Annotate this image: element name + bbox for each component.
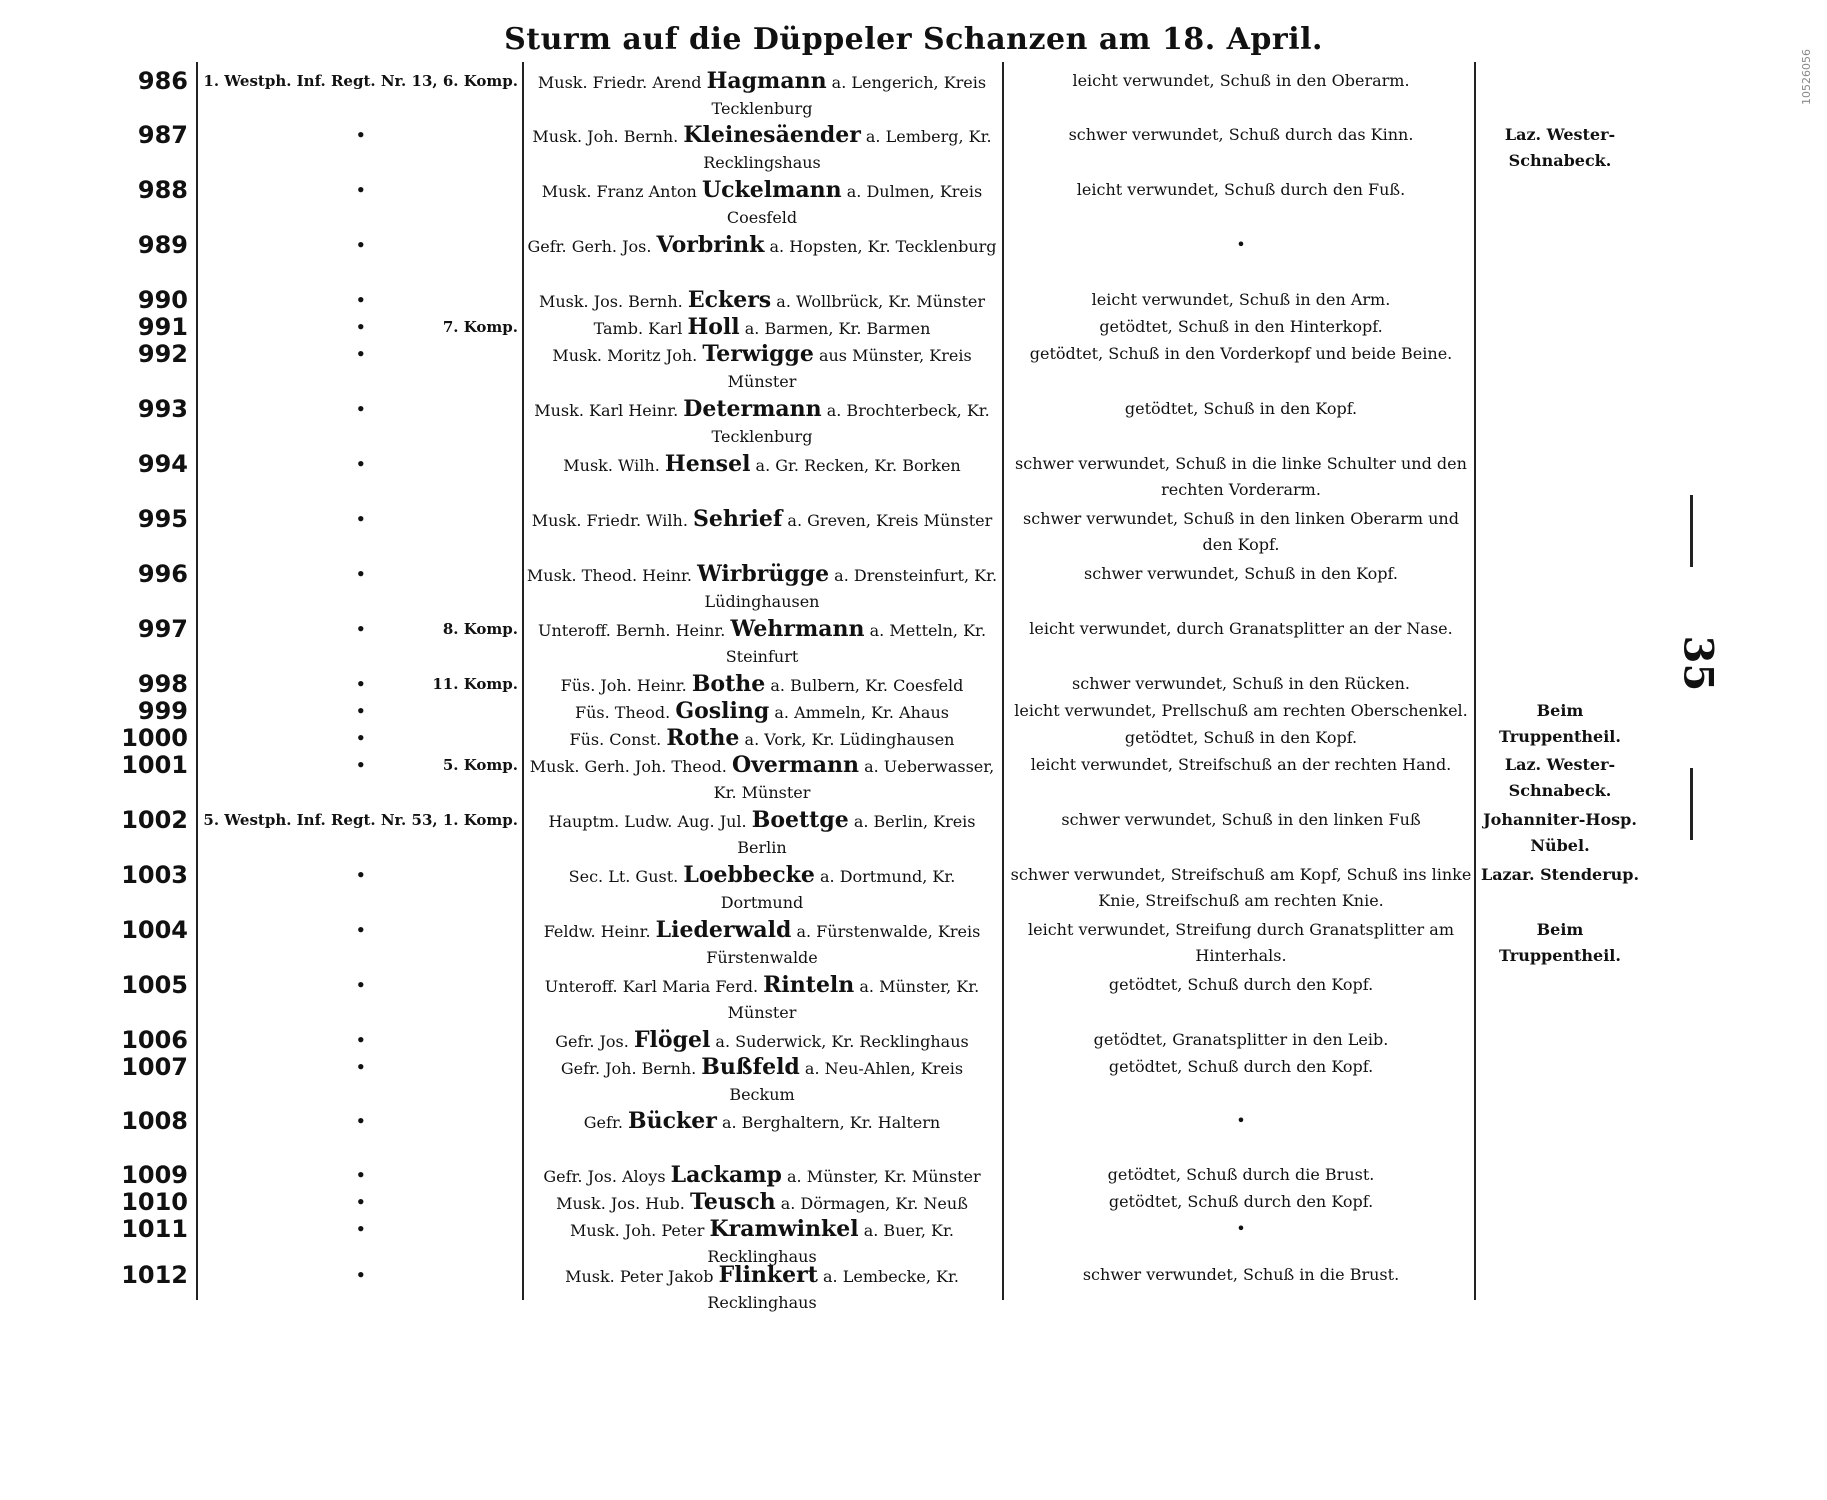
entry-number: 1007 [121,1053,188,1081]
name-cell [526,314,998,342]
surname: Boettge [751,807,849,833]
ditto-mark: • [356,729,366,747]
ditto-mark: • [356,1166,366,1184]
origin: a. Vork, Kr. Lüdinghausen [744,730,955,749]
ditto-mark: • [356,1058,366,1076]
origin: a. Gr. Recken, Kr. Borken [755,456,961,475]
name-prefix: Feldw. Heinr. [543,922,651,941]
name-cell [526,396,998,450]
origin: a. Ueberwasser, Kr. Münster [713,757,995,802]
name-prefix: Tamb. Karl [593,319,683,338]
surname: Uckelmann [701,177,842,203]
table-row [0,1262,1680,1314]
entry-number: 998 [137,670,188,698]
origin: a. Buer, Kr. Recklinghaus [707,1221,954,1266]
wound-cell: leicht verwundet, durch Granatsplitter an der Nase. [1029,619,1453,638]
entry-number: 995 [137,505,188,533]
margin-mark [1690,495,1693,567]
entry-number: 989 [137,231,188,259]
name-cell [526,1027,998,1055]
name-cell [526,1189,998,1217]
wound-cell: • [1236,1111,1246,1130]
wound-cell: leicht verwundet, Schuß in den Oberarm. [1072,71,1410,90]
name-prefix: Musk. Jos. Bernh. [538,292,683,311]
unit-text: 8. Komp. [442,620,518,638]
unit-text: 5. Westph. Inf. Regt. Nr. 53, 1. Komp. [203,811,518,829]
surname: Eckers [687,287,772,313]
entry-number: 1000 [121,724,188,752]
name-prefix: Musk. Moritz Joh. [552,346,698,365]
name-cell [526,68,998,122]
origin: a. Dortmund, Kr. Dortmund [720,867,956,912]
table-row [0,807,1680,859]
table-row [0,1108,1680,1160]
name-cell [526,616,998,670]
origin: a. Neu-Ahlen, Kreis Beckum [729,1059,964,1104]
wound-cell: leicht verwundet, Schuß in den Arm. [1091,290,1391,309]
wound-cell: leicht verwundet, Schuß durch den Fuß. [1076,180,1406,199]
entry-number: 991 [137,313,188,341]
wound-cell: leicht verwundet, Streifung durch Granatsplitter am Hinterhals. [1028,920,1454,965]
wound-cell: getödtet, Schuß in den Hinterkopf. [1099,317,1383,336]
surname: Determann [683,396,822,422]
ditto-mark: • [356,702,366,720]
name-prefix: Sec. Lt. Gust. [568,867,679,886]
ditto-mark: • [356,345,366,363]
wound-cell: getödtet, Schuß in den Kopf. [1124,728,1358,747]
origin: a. Lemberg, Kr. Recklingshaus [703,127,992,172]
wound-cell: schwer verwundet, Schuß in den Kopf. [1084,564,1398,583]
name-prefix: Füs. Theod. [575,703,671,722]
surname: Teusch [689,1189,776,1215]
name-prefix: Musk. Friedr. Wilh. [531,511,688,530]
entry-number: 1011 [121,1215,188,1243]
ditto-mark: • [356,126,366,144]
entry-number: 1005 [121,971,188,999]
origin: a. Hopsten, Kr. Tecklenburg [769,237,997,256]
entry-number: 987 [137,121,188,149]
name-cell [526,862,998,916]
origin: a. Dulmen, Kreis Coesfeld [726,182,983,227]
origin: a. Brochterbeck, Kr. Tecklenburg [711,401,990,446]
table-row [0,177,1680,229]
wound-cell: • [1236,235,1246,254]
name-prefix: Musk. Jos. Hub. [556,1194,685,1213]
name-prefix: Musk. Friedr. Arend [537,73,702,92]
remark-cell: Laz. Wester-Schnabeck. [1504,125,1616,170]
ditto-mark: • [356,236,366,254]
name-prefix: Musk. Peter Jakob [565,1267,714,1286]
origin: a. Wollbrück, Kr. Münster [776,292,986,311]
surname: Loebbecke [683,862,815,888]
entry-number: 1001 [121,751,188,779]
unit-text: 5. Komp. [442,756,518,774]
origin: a. Metteln, Kr. Steinfurt [725,621,987,666]
name-cell [526,725,998,753]
origin: a. Lembecke, Kr. Recklinghaus [707,1267,959,1312]
entry-number: 1004 [121,916,188,944]
wound-cell: getödtet, Schuß in den Vorderkopf und beide Beine. [1029,344,1453,363]
name-cell [526,1262,998,1316]
surname: Bücker [628,1108,717,1134]
name-cell [526,232,998,260]
name-cell [526,1054,998,1108]
entry-number: 1006 [121,1026,188,1054]
wound-cell: getödtet, Granatsplitter in den Leib. [1093,1030,1389,1049]
unit-text: 1. Westph. Inf. Regt. Nr. 13, 6. Komp. [203,72,518,90]
name-prefix: Füs. Const. [569,730,662,749]
unit-cell [198,68,518,94]
name-cell [526,506,998,534]
name-cell [526,917,998,971]
ditto-mark: • [356,181,366,199]
margin-mark [1690,768,1693,840]
surname: Rothe [666,725,740,751]
ditto-mark: • [356,1220,366,1238]
ditto-mark: • [356,976,366,994]
remark-cell: Beim Truppentheil. [1499,920,1621,965]
origin: a. Dörmagen, Kr. Neuß [780,1194,968,1213]
wound-cell: leicht verwundet, Prellschuß am rechten Oberschenkel. [1014,701,1468,720]
name-cell [526,1162,998,1190]
entry-number: 988 [137,176,188,204]
name-cell [526,752,998,806]
surname: Lackamp [670,1162,782,1188]
name-cell [526,1108,998,1136]
name-prefix: Musk. Gerh. Joh. Theod. [529,757,727,776]
ditto-mark: • [356,455,366,473]
wound-cell: getödtet, Schuß in den Kopf. [1124,399,1358,418]
surname: Overmann [731,752,859,778]
origin: a. Münster, Kr. Münster [787,1167,981,1186]
table-row [0,917,1680,969]
table-row [0,232,1680,284]
name-prefix: Gefr. Jos. Aloys [543,1167,666,1186]
wound-cell: schwer verwundet, Schuß in den Rücken. [1072,674,1410,693]
entry-number: 994 [137,450,188,478]
table-row [0,616,1680,668]
page-number: 35 [1674,635,1722,692]
origin: a. Suderwick, Kr. Recklinghaus [715,1032,969,1051]
table-row [0,122,1680,174]
entry-number: 999 [137,697,188,725]
surname: Kleinesäender [683,122,861,148]
surname: Hensel [664,451,751,477]
entry-number: 990 [137,286,188,314]
name-prefix: Gefr. Jos. [555,1032,629,1051]
surname: Hagmann [706,68,827,94]
surname: Wehrmann [730,616,865,642]
ditto-mark: • [356,620,366,638]
ditto-mark: • [356,1031,366,1049]
origin: a. Lengerich, Kreis Tecklenburg [711,73,987,118]
unit-cell [198,671,518,697]
remark-cell: Beim Truppentheil. [1499,701,1621,746]
entry-number: 1012 [121,1261,188,1289]
origin: a. Münster, Kr. Münster [727,977,980,1022]
surname: Flinkert [718,1262,818,1288]
name-prefix: Unteroff. Karl Maria Ferd. [544,977,759,996]
surname: Terwigge [702,341,814,367]
ditto-mark: • [356,675,366,693]
name-cell [526,341,998,395]
unit-cell [198,314,518,340]
entry-number: 1008 [121,1107,188,1135]
wound-cell: schwer verwundet, Schuß in die linke Schulter und den rechten Vorderarm. [1015,454,1467,499]
table-row [0,1054,1680,1106]
wound-cell: getödtet, Schuß durch den Kopf. [1108,1057,1374,1076]
table-row [0,972,1680,1024]
surname: Vorbrink [656,232,765,258]
wound-cell: getödtet, Schuß durch den Kopf. [1108,975,1374,994]
origin: a. Berlin, Kreis Berlin [737,812,976,857]
ditto-mark: • [356,1112,366,1130]
wound-cell: leicht verwundet, Streifschuß an der rechten Hand. [1030,755,1452,774]
name-prefix: Hauptm. Ludw. Aug. Jul. [548,812,747,831]
ditto-mark: • [356,866,366,884]
table-row [0,752,1680,804]
entry-number: 986 [137,67,188,95]
table-row [0,68,1680,120]
ditto-mark: • [356,318,366,336]
ditto-mark: • [356,1193,366,1211]
name-prefix: Unteroff. Bernh. Heinr. [537,621,726,640]
name-cell [526,451,998,479]
entry-number: 996 [137,560,188,588]
entry-number: 992 [137,340,188,368]
remark-cell: Lazar. Stenderup. [1480,865,1640,884]
name-cell [526,561,998,615]
origin: a. Bulbern, Kr. Coesfeld [770,676,964,695]
ditto-mark: • [356,400,366,418]
wound-cell: schwer verwundet, Schuß durch das Kinn. [1068,125,1414,144]
name-prefix: Gefr. Gerh. Jos. [527,237,652,256]
origin: a. Ammeln, Kr. Ahaus [774,703,949,722]
surname: Flögel [633,1027,711,1053]
origin: a. Fürstenwalde, Kreis Fürstenwalde [706,922,981,967]
ditto-mark: • [356,565,366,583]
wound-cell: schwer verwundet, Schuß in den linken Oberarm und den Kopf. [1023,509,1459,554]
remark-cell: Johanniter-Hosp. Nübel. [1483,810,1637,855]
origin: aus Münster, Kreis Münster [727,346,972,391]
origin: a. Drensteinfurt, Kr. Lüdinghausen [704,566,998,611]
name-prefix: Musk. Joh. Bernh. [532,127,679,146]
table-row [0,506,1680,558]
surname: Rinteln [763,972,855,998]
entry-number: 1003 [121,861,188,889]
name-prefix: Gefr. [583,1113,623,1132]
name-cell [526,287,998,315]
surname: Wirbrügge [697,561,830,587]
name-prefix: Gefr. Joh. Bernh. [560,1059,697,1078]
name-cell [526,807,998,861]
name-prefix: Musk. Wilh. [563,456,660,475]
table-row [0,862,1680,914]
name-prefix: Musk. Theod. Heinr. [526,566,692,585]
wound-cell: schwer verwundet, Schuß in den linken Fuß [1061,810,1421,829]
name-cell [526,122,998,176]
unit-cell [198,752,518,778]
ditto-mark: • [356,291,366,309]
entry-number: 1010 [121,1188,188,1216]
unit-text: 11. Komp. [432,675,518,693]
table-row [0,561,1680,613]
name-cell [526,177,998,231]
wound-cell: getödtet, Schuß durch den Kopf. [1108,1192,1374,1211]
page-title: Sturm auf die Düppeler Schanzen am 18. April. [504,22,1323,57]
origin: a. Greven, Kreis Münster [787,511,993,530]
ditto-mark: • [356,921,366,939]
name-prefix: Musk. Karl Heinr. [534,401,679,420]
surname: Bothe [691,671,766,697]
surname: Gosling [675,698,770,724]
entry-number: 993 [137,395,188,423]
surname: Kramwinkel [709,1216,859,1242]
unit-cell [198,616,518,642]
ditto-mark: • [356,756,366,774]
table-row [0,396,1680,448]
name-prefix: Musk. Franz Anton [541,182,697,201]
wound-cell: schwer verwundet, Schuß in die Brust. [1082,1265,1400,1284]
wound-cell: getödtet, Schuß durch die Brust. [1107,1165,1375,1184]
entry-number: 1002 [121,806,188,834]
table-row [0,1216,1680,1268]
surname: Bußfeld [701,1054,800,1080]
remark-cell: Laz. Wester-Schnabeck. [1504,755,1616,800]
unit-cell [198,807,518,833]
name-cell [526,698,998,726]
surname: Sehrief [693,506,783,532]
name-cell [526,972,998,1026]
unit-text: 7. Komp. [442,318,518,336]
table-row [0,341,1680,393]
origin: a. Barmen, Kr. Barmen [744,319,931,338]
name-prefix: Musk. Joh. Peter [570,1221,705,1240]
origin: a. Berghaltern, Kr. Haltern [721,1113,941,1132]
name-prefix: Füs. Joh. Heinr. [560,676,687,695]
wound-cell: schwer verwundet, Streifschuß am Kopf, Schuß ins linke Knie, Streifschuß am rechten Knie. [1010,865,1472,910]
surname: Holl [687,314,740,340]
table-row [0,451,1680,503]
wound-cell: • [1236,1219,1246,1238]
name-cell [526,671,998,699]
entry-number: 997 [137,615,188,643]
entry-number: 1009 [121,1161,188,1189]
ditto-mark: • [356,510,366,528]
surname: Liederwald [655,917,792,943]
archive-id: 10526056 [1800,49,1813,105]
ditto-mark: • [356,1266,366,1284]
